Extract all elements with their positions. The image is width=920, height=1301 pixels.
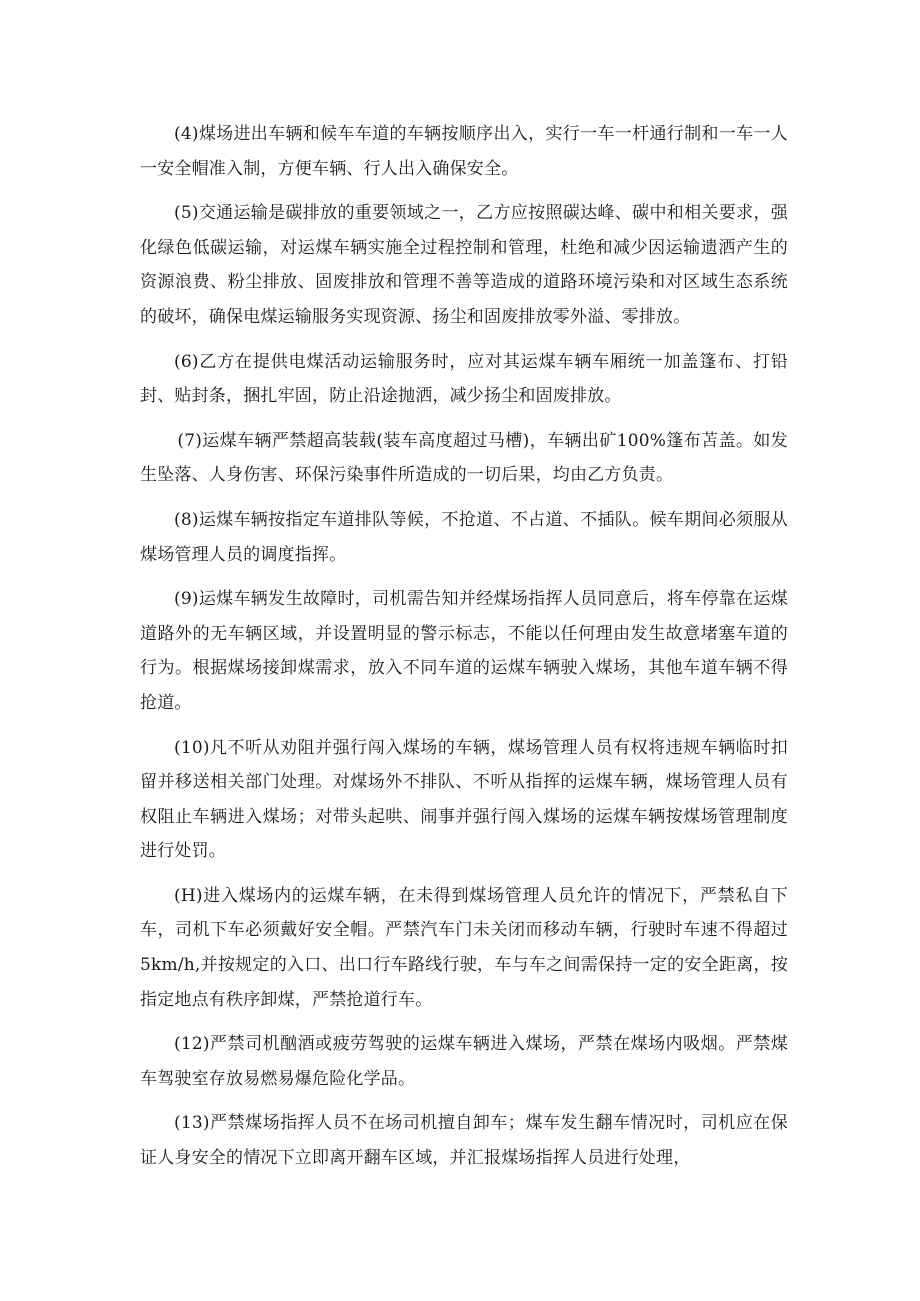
paragraph-10: (10)凡不听从劝阻并强行闯入煤场的车辆，煤场管理人员有权将违规车辆临时扣留并移送相关部门处理。对煤场外不排队、不听从指挥的运煤车辆，煤场管理人员有权阻止车辆进入煤场；对带头起哄、闹事并强行闯入煤场的运煤车辆按煤场管理制度进行处罚。 bbox=[140, 737, 788, 862]
paragraph-5: (5)交通运输是碳排放的重要领域之一，乙方应按照碳达峰、碳中和相关要求，强化绿色低碳运输，对运煤车辆实施全过程控制和管理，杜绝和减少因运输遗洒产生的资源浪费、粉尘排放、固废排放和管理不善等造成的道路环境污染和对区域生态系统的破坏，确保电煤运输服务实现资源、扬尘和固废排放零外溢、零排放。 bbox=[140, 203, 788, 327]
paragraph-6: (6)乙方在提供电煤活动运输服务时，应对其运煤车辆车厢统一加盖篷布、打铅封、贴封条，捆扎牢固，防止沿途抛洒，减少扬尘和固废排放。 bbox=[140, 351, 788, 407]
paragraph-7: (7)运煤车辆严禁超高装载(装车高度超过马槽)，车辆出矿100%篷布苫盖。如发生坠落、人身伤害、环保污染事件所造成的一切后果，均由乙方负责。 bbox=[140, 430, 788, 486]
paragraph-9: (9)运煤车辆发生故障时，司机需告知并经煤场指挥人员同意后，将车停靠在运煤道路外的无车辆区域，并设置明显的警示标志，不能以任何理由发生故意堵塞车道的行为。根据煤场接卸煤需求，放入不同车道的运煤车辆驶入煤场，其他车道车辆不得抢道。 bbox=[140, 589, 788, 713]
paragraph-8: (8)运煤车辆按指定车道排队等候，不抢道、不占道、不插队。候车期间必须服从煤场管理人员的调度指挥。 bbox=[140, 509, 788, 565]
paragraph-13: (13)严禁煤场指挥人员不在场司机擅自卸车；煤车发生翻车情况时，司机应在保证人身安全的情况下立即离开翻车区域，并汇报煤场指挥人员进行处理， bbox=[140, 1113, 788, 1169]
paragraph-4: (4)煤场进出车辆和候车车道的车辆按顺序出入，实行一车一杆通行制和一车一人一安全帽准入制，方便车辆、行人出入确保安全。 bbox=[140, 124, 788, 179]
paragraph-12: (12)严禁司机酗酒或疲劳驾驶的运煤车辆进入煤场，严禁在煤场内吸烟。严禁煤车驾驶室存放易燃易爆危险化学品。 bbox=[140, 1034, 788, 1089]
paragraph-11: (H)进入煤场内的运煤车辆，在未得到煤场管理人员允许的情况下，严禁私自下车，司机下车必须戴好安全帽。严禁汽车门未关闭而移动车辆，行驶时车速不得超过5km/h,并按规定的入口、出口行车路线行驶，车与车之间需保持一定的安全距离，按指定地点有秩序卸煤，严禁抢道行车。 bbox=[140, 885, 788, 1010]
document-body bbox=[140, 117, 788, 1186]
